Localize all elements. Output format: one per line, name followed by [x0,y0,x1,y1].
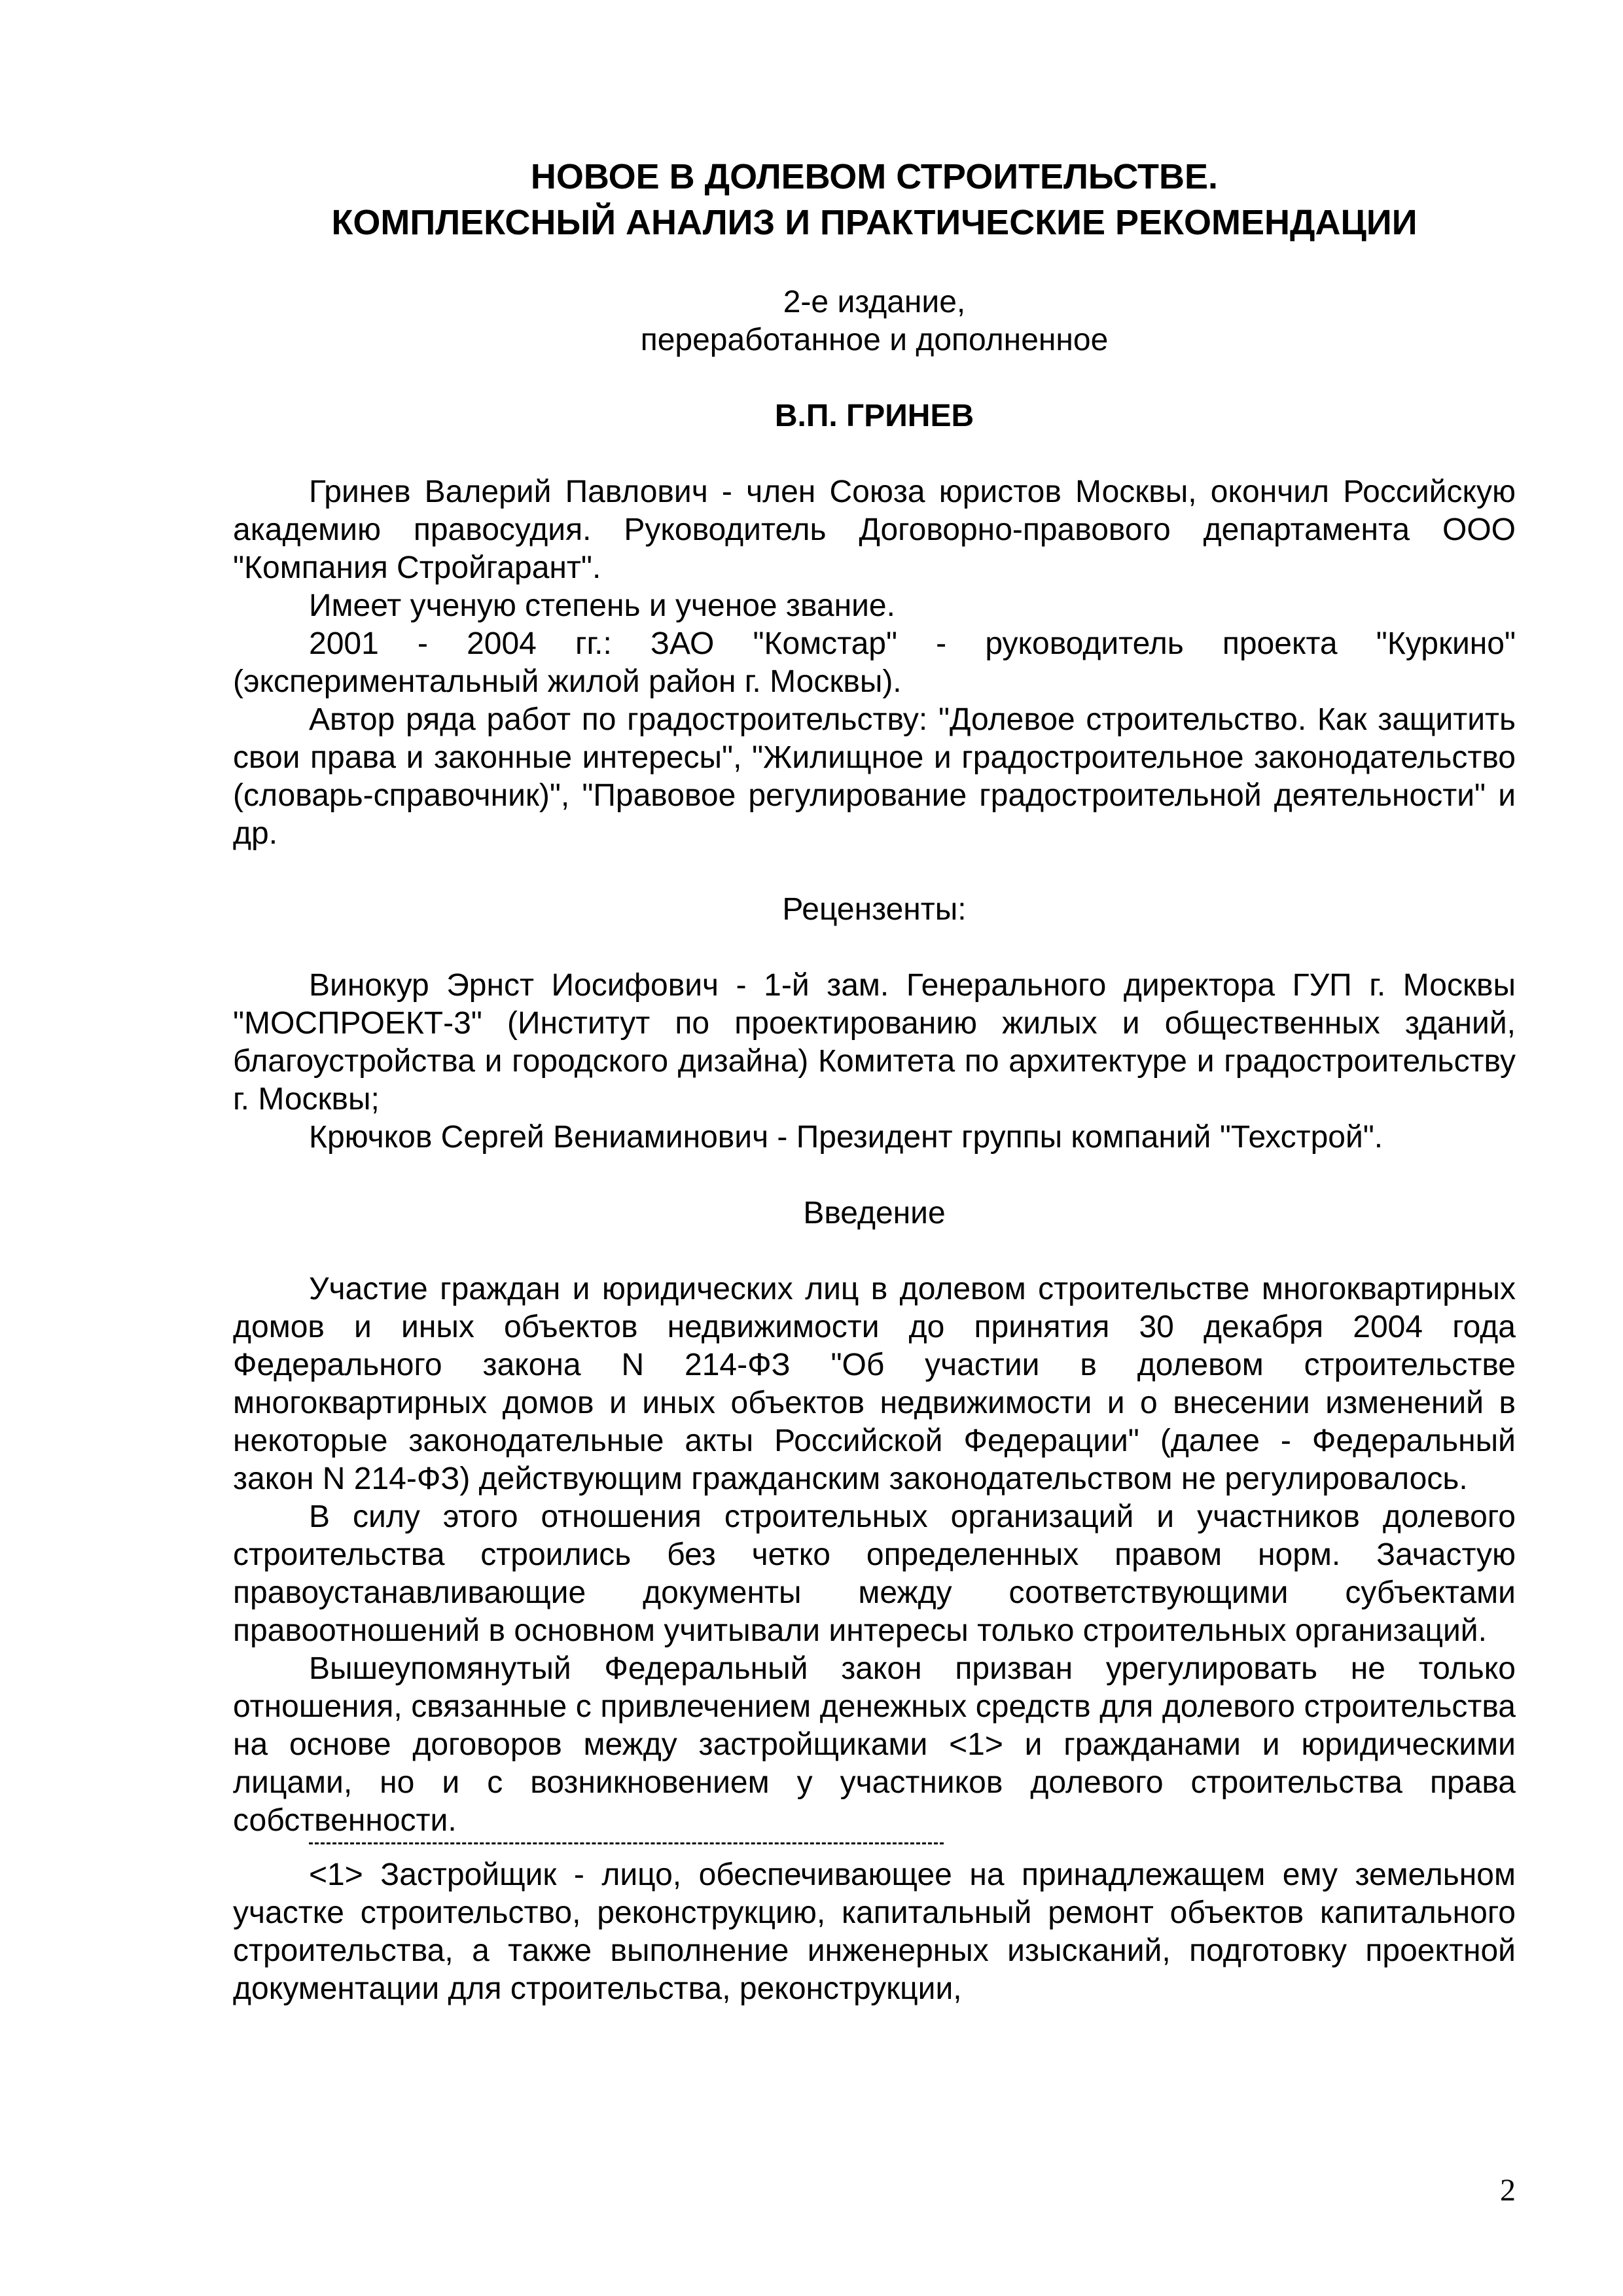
intro-paragraph: Вышеупомянутый Федеральный закон призван урегулировать не только отношения, связанные с привлечением денежных средств для долевого строительства на основе договоров между застройщиками <1> и гражданами и юридическими лицами, но и с возникновением у участников долевого строительства права собственности. [233,1651,1516,1838]
footnote-text: <1> Застройщик - лицо, обеспечивающее на принадлежащем ему земельном участке строительство, реконструкцию, капитальный ремонт объектов капитального строительства, а также выполнение инженерных изысканий, подготовку проектной документации для строительства, реконструкции, [233,1857,1516,2006]
intro-paragraph: Участие граждан и юридических лиц в долевом строительстве многоквартирных домов и иных объектов недвижимости до принятия 30 декабря 2004 года Федерального закона N 214-ФЗ "Об участии в долевом строительстве многоквартирных домов и иных объектов недвижимости и о внесении изменений в некоторые законодательные акты Российской Федерации" (далее - Федеральный закон N 214-ФЗ) действующим гражданским законодательством не регулировалось. [233,1272,1516,1496]
page-number: 2 [1500,2173,1516,2208]
author-bio-paragraph: 2001 - 2004 гг.: ЗАО "Комстар" - руководитель проекта "Куркино" (экспериментальный жилой район г. Москвы). [233,626,1516,699]
author-bio-paragraph: Имеет ученую степень и ученое звание. [309,588,895,623]
author-name: В.П. ГРИНЕВ [774,399,974,433]
spacer [233,853,1516,891]
spacer [233,245,1516,283]
author-bio-paragraph: Гринев Валерий Павлович - член Союза юристов Москвы, окончил Российскую академию правосудия. Руководитель Договорно-правового департамента ООО "Компания Стройгарант". [233,475,1516,585]
edition-line-2: переработанное и дополненное [640,323,1109,357]
spacer [233,435,1516,473]
spacer [233,1157,1516,1194]
reviewers-heading: Рецензенты: [782,892,967,927]
reviewer-paragraph: Винокур Эрнст Иосифович - 1-й зам. Генерального директора ГУП г. Москвы "МОСПРОЕКТ-3" (Институт по проектированию жилых и общественных зданий, благоустройства и городского дизайна) Комитета по архитектуре и градостроительству г. Москвы; [233,968,1516,1117]
spacer [233,359,1516,397]
document-page [233,154,1516,2008]
intro-heading: Введение [803,1196,946,1230]
title-line-2: КОМПЛЕКСНЫЙ АНАЛИЗ И ПРАКТИЧЕСКИЕ РЕКОМЕНДАЦИИ [331,203,1418,242]
spacer [233,1232,1516,1270]
reviewer-paragraph: Крючков Сергей Вениаминович - Президент группы компаний "Техстрой". [309,1120,1383,1155]
author-bio-paragraph: Автор ряда работ по градостроительству: "Долевое строительство. Как защитить свои права и законные интересы", "Жилищное и градостроительное законодательство (словарь-справочник)", "Правовое регулирование градостроительной деятельности" и др. [233,702,1516,851]
intro-paragraph: В силу этого отношения строительных организаций и участников долевого строительства строились без четко определенных правом норм. Зачастую правоустанавливающие документы между соответствующими субъектами правоотношений в основном учитывали интересы только строительных организаций. [233,1499,1516,1648]
footnote-separator [309,1842,944,1844]
title-line-1: НОВОЕ В ДОЛЕВОМ СТРОИТЕЛЬСТВЕ. [530,157,1219,196]
edition-line-1: 2-е издание, [783,285,966,319]
spacer [233,929,1516,967]
